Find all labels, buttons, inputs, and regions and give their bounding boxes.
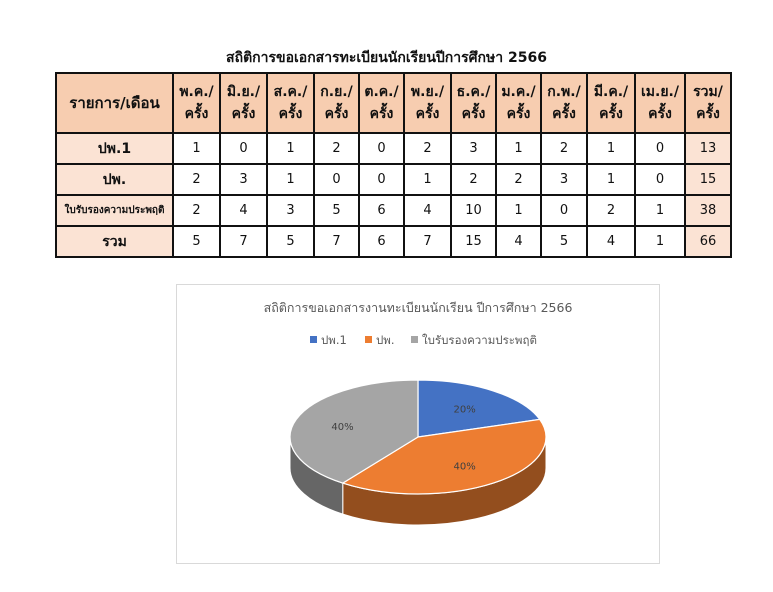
row-header-cell: รายการ/เดือน: [56, 73, 173, 133]
column-month-label: ก.ย./: [320, 84, 353, 100]
column-month-label: มิ.ย./: [226, 84, 261, 100]
table-cell: 2: [314, 133, 359, 164]
table-cell: 1: [267, 164, 314, 195]
column-month-label: ต.ค./: [364, 84, 399, 100]
table-cell: 6: [359, 195, 404, 226]
row-total-cell: 66: [685, 226, 731, 257]
column-unit-label: ครั้ง: [231, 106, 256, 122]
column-unit-label: ครั้ง: [552, 106, 576, 122]
column-unit-label: ครั้ง: [369, 106, 394, 122]
legend-swatch: [411, 336, 418, 343]
table-cell: 1: [267, 133, 314, 164]
column-header-1: [220, 73, 267, 133]
table-cell: 0: [541, 195, 587, 226]
column-header-7: [496, 73, 541, 133]
table-cell: 0: [635, 164, 685, 195]
legend-label: ใบรับรองความประพฤติ: [422, 333, 537, 347]
table-cell: 5: [314, 195, 359, 226]
table-title: สถิติการขอเอกสารทะเบียนนักเรียนปีการศึกษา 2566: [226, 50, 547, 66]
table-cell: 0: [220, 133, 267, 164]
table-cell: 3: [267, 195, 314, 226]
pie-data-label: 20%: [453, 404, 476, 416]
pie-chart: [177, 285, 659, 563]
table-cell: 0: [635, 133, 685, 164]
table-row: [56, 226, 731, 257]
table-cell: 5: [541, 226, 587, 257]
statistics-table: [55, 72, 732, 258]
chart-container: [176, 284, 660, 564]
table-cell: 7: [404, 226, 451, 257]
column-unit-label: ครั้ง: [461, 106, 486, 122]
column-unit-label: ครั้ง: [184, 106, 209, 122]
legend-swatch: [365, 336, 372, 343]
column-month-label: เม.ย./: [641, 84, 679, 100]
row-label: ปพ.: [56, 164, 173, 195]
pie-data-label: 40%: [453, 461, 476, 473]
row-total-cell: 38: [685, 195, 731, 226]
column-month-label: ส.ค./: [273, 84, 308, 100]
table-cell: 2: [496, 164, 541, 195]
column-month-label: พ.ย./: [410, 84, 445, 100]
row-label: รวม: [56, 226, 173, 257]
legend-label: ปพ.: [376, 333, 395, 347]
table-cell: 4: [404, 195, 451, 226]
table-cell: 7: [314, 226, 359, 257]
column-unit-label: ครั้ง: [599, 106, 623, 122]
table-cell: 4: [587, 226, 635, 257]
column-unit-label: ครั้ง: [324, 106, 349, 122]
table-cell: 10: [451, 195, 496, 226]
table-cell: 3: [220, 164, 267, 195]
table-cell: 1: [496, 133, 541, 164]
column-unit-label: ครั้ง: [696, 106, 720, 122]
table-cell: 1: [496, 195, 541, 226]
column-header-5: [404, 73, 451, 133]
chart-title: สถิติการขอเอกสารงานทะเบียนนักเรียน ปีการศึกษา 2566: [263, 300, 573, 315]
table-cell: 0: [359, 133, 404, 164]
table-cell: 3: [451, 133, 496, 164]
column-header-8: [541, 73, 587, 133]
table-cell: 3: [541, 164, 587, 195]
column-header-3: [314, 73, 359, 133]
column-unit-label: ครั้ง: [415, 106, 440, 122]
table-row: [56, 195, 731, 226]
table-cell: 2: [404, 133, 451, 164]
table-cell: 2: [451, 164, 496, 195]
table-cell: 2: [587, 195, 635, 226]
column-unit-label: ครั้ง: [278, 106, 303, 122]
column-month-label: รวม/: [693, 84, 723, 100]
column-month-label: ม.ค./: [501, 84, 536, 100]
table-cell: 15: [451, 226, 496, 257]
legend-swatch: [310, 336, 317, 343]
table-cell: 2: [173, 195, 220, 226]
column-unit-label: ครั้ง: [506, 106, 531, 122]
column-header-11: [685, 73, 731, 133]
legend-label: ปพ.1: [321, 333, 347, 347]
table-cell: 4: [496, 226, 541, 257]
column-header-2: [267, 73, 314, 133]
column-header-9: [587, 73, 635, 133]
table-cell: 4: [220, 195, 267, 226]
table-cell: 1: [404, 164, 451, 195]
table-cell: 2: [173, 164, 220, 195]
column-unit-label: ครั้ง: [648, 106, 672, 122]
column-month-label: ก.พ./: [547, 84, 581, 100]
column-month-label: ธ.ค./: [456, 84, 491, 100]
row-label: ปพ.1: [56, 133, 173, 164]
row-total-cell: 13: [685, 133, 731, 164]
column-header-0: [173, 73, 220, 133]
table-cell: 1: [173, 133, 220, 164]
column-header-10: [635, 73, 685, 133]
table-cell: 5: [267, 226, 314, 257]
table-row: [56, 133, 731, 164]
table-cell: 2: [541, 133, 587, 164]
table-cell: 0: [359, 164, 404, 195]
column-header-4: [359, 73, 404, 133]
table-cell: 1: [635, 226, 685, 257]
table-cell: 1: [587, 164, 635, 195]
column-header-6: [451, 73, 496, 133]
table-cell: 1: [587, 133, 635, 164]
column-month-label: มี.ค./: [593, 84, 629, 100]
table-cell: 7: [220, 226, 267, 257]
table-cell: 1: [635, 195, 685, 226]
row-total-cell: 15: [685, 164, 731, 195]
table-cell: 5: [173, 226, 220, 257]
table-cell: 0: [314, 164, 359, 195]
table-cell: 6: [359, 226, 404, 257]
table-header-row: [56, 73, 731, 133]
column-month-label: พ.ค./: [179, 84, 214, 100]
pie-data-label: 40%: [331, 422, 354, 434]
row-label: ใบรับรองความประพฤติ: [56, 195, 173, 226]
table-row: [56, 164, 731, 195]
